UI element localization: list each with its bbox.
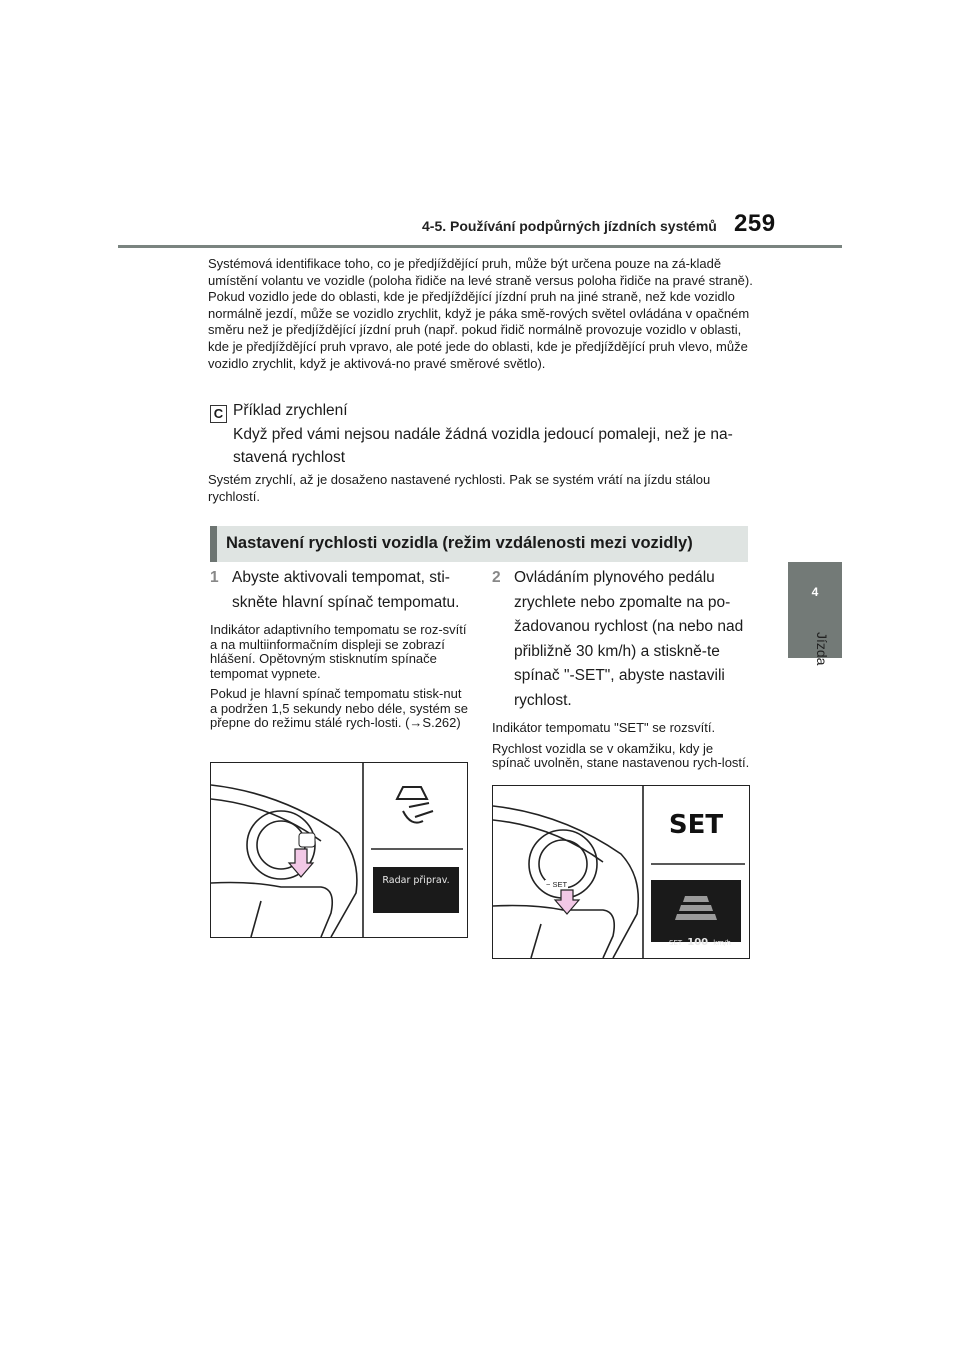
figure-step-1 — [210, 762, 468, 938]
step-1-number: 1 — [210, 569, 219, 586]
section-title: Nastavení rychlosti vozidla (režim vzdálenosti mezi vozidly) — [226, 534, 693, 552]
set-speed-readout — [669, 930, 731, 949]
figure-1-illustration — [211, 763, 467, 937]
step-1-note-1: Indikátor adaptivního tempomatu se roz-svítí a na multiinformačním displeji se zobrazí hlášení. Opětovným stisknutím spínače tempomat vypnete. — [210, 622, 467, 681]
display-message: Radar připrav. — [382, 875, 450, 886]
step-2-note-1: Indikátor tempomatu "SET" se rozsvítí. — [492, 720, 716, 735]
speed-value: 100 — [687, 937, 709, 948]
step-2 — [492, 566, 754, 771]
speed-prefix: SET — [669, 939, 683, 947]
header-rule — [118, 245, 842, 248]
figure-step-2 — [492, 785, 750, 959]
display-radar-panel — [373, 867, 459, 913]
chapter-number: 4 — [811, 585, 819, 599]
radar-cruise-icon — [397, 787, 433, 823]
set-switch-label: − SET — [546, 880, 568, 889]
display-set-text: SET — [668, 810, 724, 840]
step-2-number: 2 — [492, 569, 501, 586]
page-number: 259 — [734, 210, 776, 237]
example-note: Systém zrychlí, až je dosaženo nastavené rychlosti. Pak se systém vrátí na jízdu stálou rychlostí. — [208, 472, 711, 504]
speed-unit: km/h — [713, 939, 731, 947]
example-marker: C — [210, 405, 227, 423]
example-text: Když před vámi nejsou nadále žádná vozidla jedoucí pomaleji, než je na-stavená rychlost — [233, 426, 733, 466]
step-1-note-2: Pokud je hlavní spínač tempomatu stisk-nut a podržen 1,5 sekundy nebo déle, systém se přepne do režimu stálé rych-losti. (→S.262) — [210, 686, 468, 730]
step-1-text: Abyste aktivovali tempomat, sti-skněte hlavní spínač tempomatu. — [232, 569, 460, 611]
intro-paragraph: Systémová identifikace toho, co je předjíždějící pruh, může být určena pouze na zá-kladě umístění volantu ve vozidle (poloha řidiče na levé straně versus poloha řidiče na pravé straně). Pokud vozidlo jede do oblasti, kde je předjíždějící jízdní pruh na jiné straně, než kde vozidlo normálně jezdí, může se vozidlo zrychlit, když je páka smě-rových světel ovládána v opačném směru než je předjíždějící jízdní pruh (např. pokud řidič normálně provozuje vozidlo v oblasti, kde je předjíždějící pruh vpravo, ale poté jede do oblasti, kde je předjíždějící pruh vlevo, může vozidlo zrychlit, když je aktivová-no pravé směrové světlo). — [208, 256, 753, 371]
step-2-text: Ovládáním plynového pedálu zrychlete nebo zpomalte na po-žadovanou rychlost (na nebo nad přibližně 30 km/h) a stiskně-te spínač "-SET", abyste nastavili rychlost. — [514, 569, 744, 709]
section-heading-bar — [210, 526, 748, 562]
example-title: Příklad zrychlení — [233, 402, 348, 419]
header-section-title: 4-5. Používání podpůrných jízdních systémů — [422, 218, 717, 234]
chapter-label: Jízda — [814, 632, 830, 666]
step-2-note-2: Rychlost vozidla se v okamžiku, kdy je spínač uvolněn, stane nastavenou rych-lostí. — [492, 740, 750, 770]
step-1 — [210, 566, 472, 731]
